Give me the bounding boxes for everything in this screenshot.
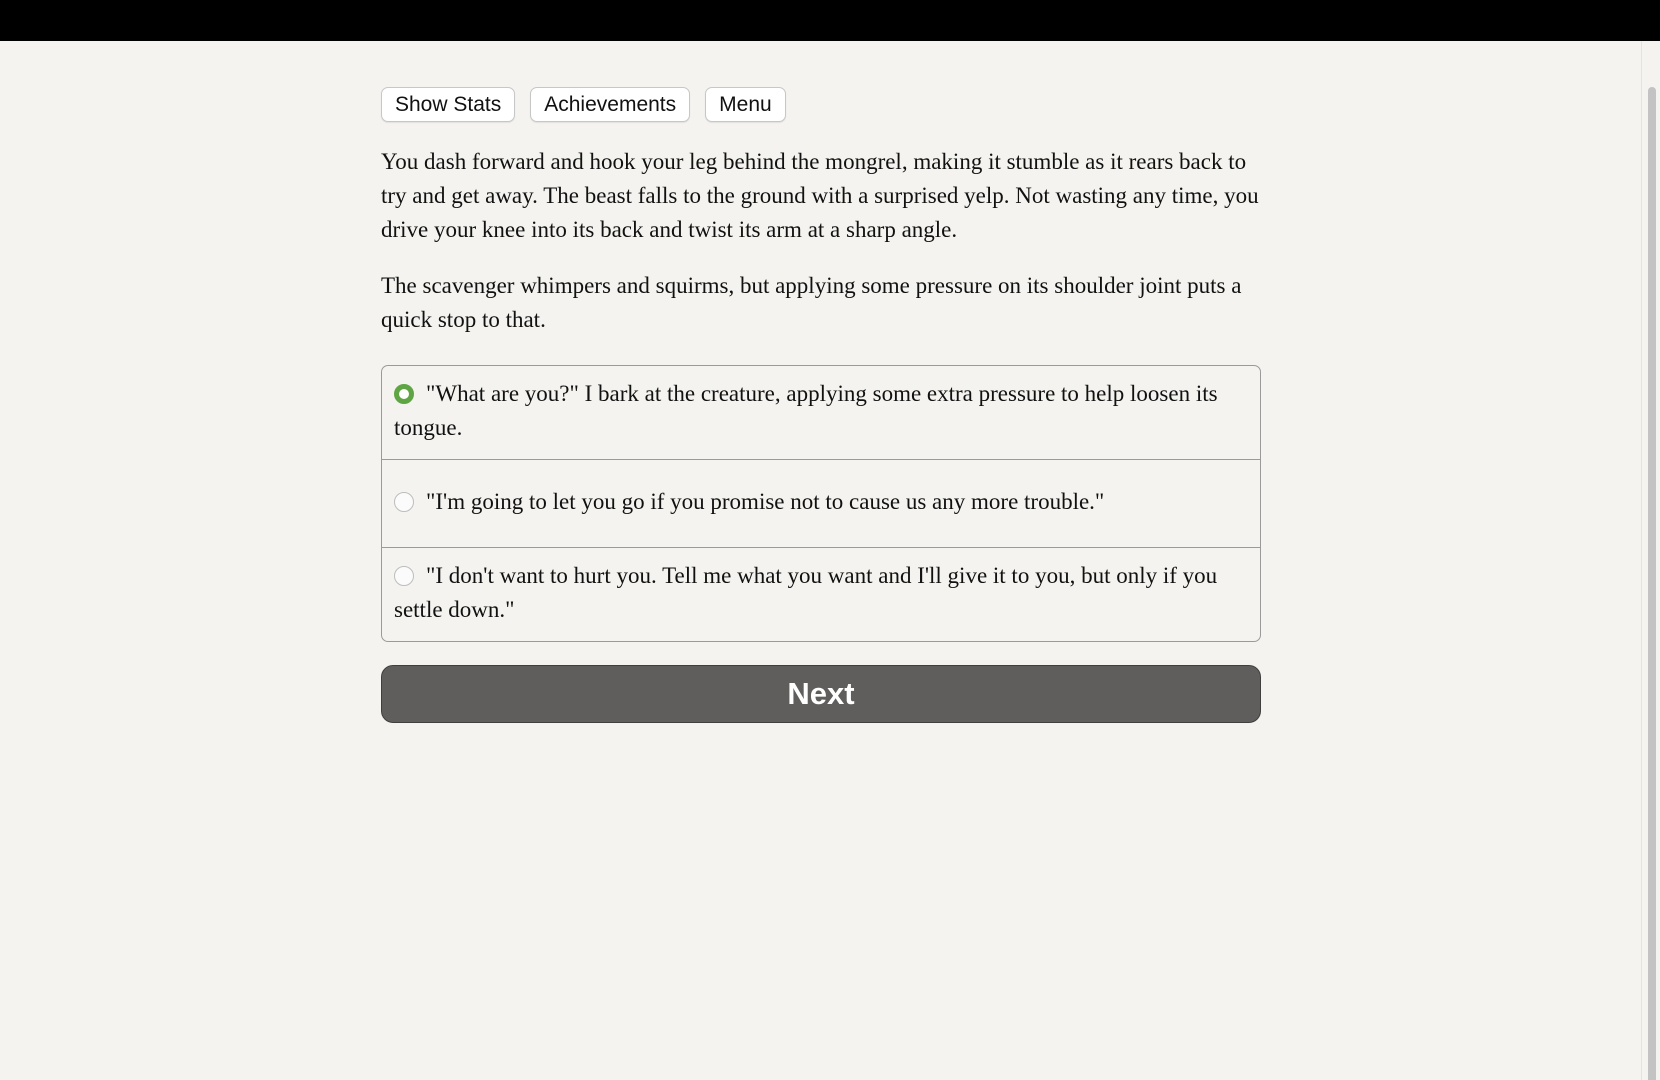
story-paragraph: You dash forward and hook your leg behind the mongrel, making it stumble as it rears back to try and get away. The beast falls to the ground with a surprised yelp. Not wasting any time, you drive your knee into its back and twist its arm at a sharp angle. — [381, 149, 1259, 242]
browser-top-bar — [0, 0, 1660, 41]
radio-unselected-icon[interactable] — [394, 566, 414, 586]
choice-option-2[interactable] — [382, 459, 1260, 547]
choice-text: "I don't want to hurt you. Tell me what you want and I'll give it to you, but only if you settle down." — [394, 563, 1218, 622]
scrollbar-track[interactable] — [1641, 41, 1660, 1080]
scrollbar-thumb[interactable] — [1648, 87, 1656, 1080]
choice-list — [381, 365, 1261, 642]
next-button[interactable]: Next — [381, 665, 1261, 723]
choice-text: "I'm going to let you go if you promise not to cause us any more trouble." — [426, 489, 1105, 514]
toolbar — [381, 87, 1261, 123]
radio-unselected-icon[interactable] — [394, 492, 414, 512]
story-paragraph: The scavenger whimpers and squirms, but applying some pressure on its shoulder joint puts a quick stop to that. — [381, 273, 1242, 332]
choice-text: "What are you?" I bark at the creature, applying some extra pressure to help loosen its tongue. — [394, 381, 1218, 440]
achievements-button[interactable]: Achievements — [530, 87, 690, 122]
menu-button[interactable]: Menu — [705, 87, 786, 122]
show-stats-button[interactable]: Show Stats — [381, 87, 515, 122]
radio-selected-icon[interactable] — [394, 384, 414, 404]
story-text — [381, 145, 1261, 337]
choice-option-1[interactable] — [382, 366, 1260, 459]
choice-option-3[interactable] — [382, 547, 1260, 641]
game-container — [381, 87, 1261, 723]
